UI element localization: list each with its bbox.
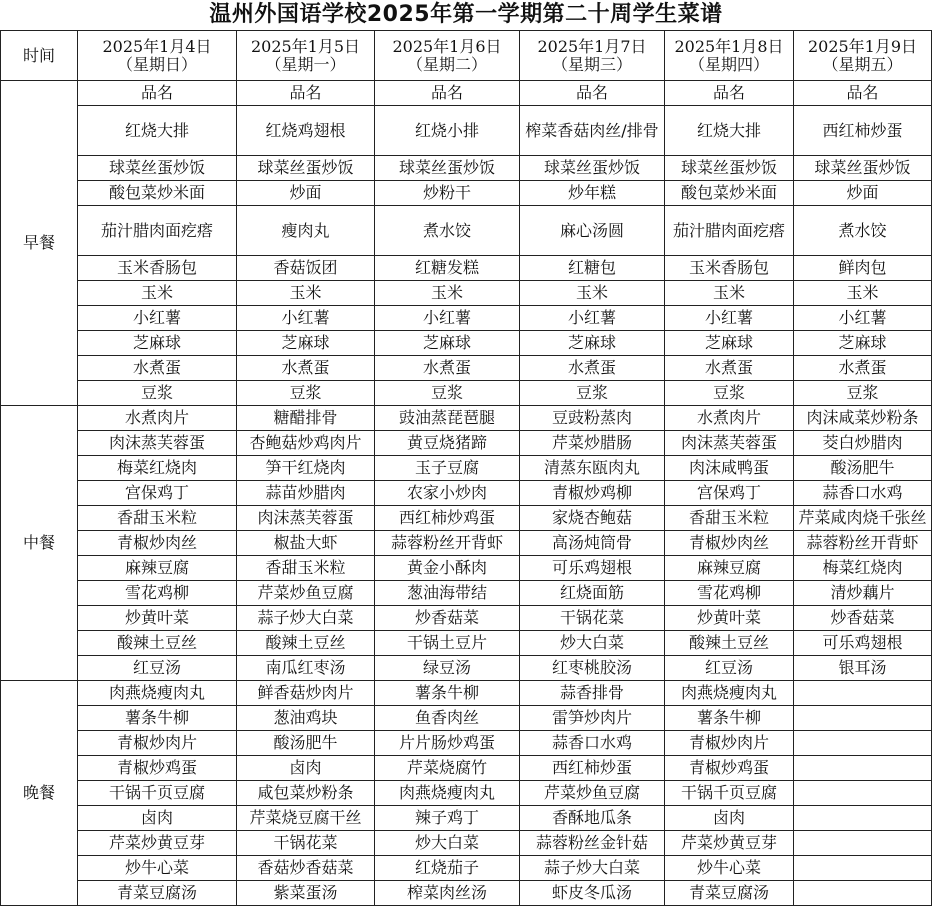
dish-cell: 玉米	[520, 281, 665, 306]
lunch-label: 中餐	[1, 406, 78, 681]
dish-cell: 球菜丝蛋炒饭	[794, 156, 932, 181]
day-weekday: （星期三）	[551, 54, 632, 74]
dish-cell: 球菜丝蛋炒饭	[375, 156, 520, 181]
dish-cell: 炒面	[794, 181, 932, 206]
dish-cell: 黄豆烧猪蹄	[375, 431, 520, 456]
dish-cell: 香菇炒香菇菜	[237, 856, 375, 881]
dish-cell: 蒜香口水鸡	[794, 481, 932, 506]
time-header: 时间	[1, 31, 78, 81]
dish-cell: 球菜丝蛋炒饭	[237, 156, 375, 181]
breakfast-row	[1, 156, 932, 181]
dish-cell: 卤肉	[665, 806, 794, 831]
dish-cell: 香甜玉米粒	[78, 506, 237, 531]
dinner-row	[1, 831, 932, 856]
dish-cell: 酸汤肥牛	[237, 731, 375, 756]
dish-cell: 青椒炒鸡蛋	[78, 756, 237, 781]
dish-cell: 红枣桃胶汤	[520, 656, 665, 681]
dish-cell: 芝麻球	[665, 331, 794, 356]
menu-table	[0, 30, 932, 906]
dish-cell: 芝麻球	[237, 331, 375, 356]
day-date: 2025年1月6日	[392, 36, 502, 56]
dish-cell: 青椒炒肉片	[665, 731, 794, 756]
dish-cell: 芹菜炒黄豆芽	[78, 831, 237, 856]
dish-cell: 玉米	[794, 281, 932, 306]
day-header	[375, 31, 520, 81]
dish-cell: 小红薯	[665, 306, 794, 331]
dish-cell: 芝麻球	[520, 331, 665, 356]
dish-cell: 肉沫蒸芙蓉蛋	[665, 431, 794, 456]
breakfast-row	[1, 306, 932, 331]
dish-cell: 糖醋排骨	[237, 406, 375, 431]
dish-cell: 咸包菜炒粉条	[237, 781, 375, 806]
day-header	[794, 31, 932, 81]
dish-cell: 酸汤肥牛	[794, 456, 932, 481]
dish-cell: 香甜玉米粒	[237, 556, 375, 581]
dish-cell	[794, 831, 932, 856]
lunch-row	[1, 581, 932, 606]
lunch-row	[1, 481, 932, 506]
dish-cell: 梅菜红烧肉	[78, 456, 237, 481]
dish-cell: 酸辣土豆丝	[237, 631, 375, 656]
day-date: 2025年1月9日	[807, 36, 918, 56]
page-title: 温州外国语学校2025年第一学期第二十周学生菜谱	[209, 2, 723, 27]
day-header	[520, 31, 665, 81]
dish-cell: 干锅土豆片	[375, 631, 520, 656]
dish-cell: 酸辣土豆丝	[665, 631, 794, 656]
dish-cell: 榨菜肉丝汤	[375, 881, 520, 906]
dish-cell: 蒜香排骨	[520, 681, 665, 706]
dish-cell: 酸包菜炒米面	[665, 181, 794, 206]
lunch-row	[1, 406, 932, 431]
dish-cell: 玉米	[78, 281, 237, 306]
dish-cell: 杏鲍菇炒鸡肉片	[237, 431, 375, 456]
dish-cell: 卤肉	[237, 756, 375, 781]
dish-cell: 茄汁腊肉面疙瘩	[78, 206, 237, 256]
dish-cell: 肉燕烧瘦肉丸	[375, 781, 520, 806]
dish-cell: 干锅千页豆腐	[665, 781, 794, 806]
dish-cell: 芹菜烧腐竹	[375, 756, 520, 781]
dish-cell: 红烧茄子	[375, 856, 520, 881]
day-header	[665, 31, 794, 81]
day-header	[237, 31, 375, 81]
dish-cell: 青椒炒鸡柳	[520, 481, 665, 506]
dish-cell: 麻辣豆腐	[78, 556, 237, 581]
dish-cell: 红糖发糕	[375, 256, 520, 281]
dish-cell: 炒黄叶菜	[78, 606, 237, 631]
dish-cell: 椒盐大虾	[237, 531, 375, 556]
dish-cell: 豆豉粉蒸肉	[520, 406, 665, 431]
day-date: 2025年1月5日	[250, 36, 361, 56]
dish-cell: 宫保鸡丁	[665, 481, 794, 506]
day-weekday: （星期二）	[406, 54, 487, 74]
dish-cell	[794, 856, 932, 881]
dish-cell: 炒牛心菜	[665, 856, 794, 881]
lunch-row	[1, 556, 932, 581]
dish-cell: 干锅花菜	[520, 606, 665, 631]
dish-cell: 蒜蓉粉丝开背虾	[375, 531, 520, 556]
header-row	[1, 31, 932, 81]
dish-cell: 芝麻球	[78, 331, 237, 356]
dish-cell: 肉燕烧瘦肉丸	[78, 681, 237, 706]
dish-cell: 薯条牛柳	[78, 706, 237, 731]
dish-cell: 片片肠炒鸡蛋	[375, 731, 520, 756]
dish-cell: 瘦肉丸	[237, 206, 375, 256]
dinner-row	[1, 881, 932, 906]
dish-cell: 品名	[665, 81, 794, 106]
dish-cell: 品名	[794, 81, 932, 106]
dish-cell: 红烧鸡翅根	[237, 106, 375, 156]
lunch-row	[1, 431, 932, 456]
dish-cell: 芝麻球	[375, 331, 520, 356]
dish-cell: 水煮蛋	[78, 356, 237, 381]
dish-cell: 水煮蛋	[375, 356, 520, 381]
dish-cell: 紫菜蛋汤	[237, 881, 375, 906]
dish-cell: 玉米香肠包	[78, 256, 237, 281]
dinner-row	[1, 856, 932, 881]
dinner-row	[1, 706, 932, 731]
breakfast-row	[1, 381, 932, 406]
dish-cell: 芝麻球	[794, 331, 932, 356]
dish-cell: 品名	[375, 81, 520, 106]
dish-cell: 球菜丝蛋炒饭	[78, 156, 237, 181]
breakfast-row	[1, 331, 932, 356]
dish-cell: 青菜豆腐汤	[78, 881, 237, 906]
day-weekday: （星期四）	[688, 54, 769, 74]
dish-cell: 葱油海带结	[375, 581, 520, 606]
lunch-row	[1, 506, 932, 531]
dish-cell: 酸辣土豆丝	[78, 631, 237, 656]
dish-cell: 梅菜红烧肉	[794, 556, 932, 581]
breakfast-row	[1, 81, 932, 106]
lunch-row	[1, 606, 932, 631]
dish-cell: 豆浆	[520, 381, 665, 406]
day-weekday: （星期日）	[116, 54, 197, 74]
dish-cell: 芹菜炒黄豆芽	[665, 831, 794, 856]
breakfast-row	[1, 281, 932, 306]
dish-cell: 辣子鸡丁	[375, 806, 520, 831]
dish-cell: 炒牛心菜	[78, 856, 237, 881]
dish-cell	[794, 806, 932, 831]
dish-cell: 青椒炒鸡蛋	[665, 756, 794, 781]
dish-cell: 酸包菜炒米面	[78, 181, 237, 206]
breakfast-row	[1, 256, 932, 281]
lunch-row	[1, 631, 932, 656]
lunch-row	[1, 456, 932, 481]
day-header	[78, 31, 237, 81]
dish-cell: 球菜丝蛋炒饭	[520, 156, 665, 181]
dish-cell: 玉米	[665, 281, 794, 306]
dish-cell: 高汤炖筒骨	[520, 531, 665, 556]
dish-cell: 青菜豆腐汤	[665, 881, 794, 906]
dish-cell: 玉米	[375, 281, 520, 306]
dish-cell: 炒年糕	[520, 181, 665, 206]
day-date: 2025年1月7日	[537, 36, 647, 56]
dish-cell: 清炒藕片	[794, 581, 932, 606]
dish-cell: 西红柿炒蛋	[520, 756, 665, 781]
dish-cell: 炒大白菜	[375, 831, 520, 856]
dish-cell: 黄金小酥肉	[375, 556, 520, 581]
dish-cell: 干锅千页豆腐	[78, 781, 237, 806]
dish-cell: 豆浆	[237, 381, 375, 406]
dish-cell: 青椒炒肉片	[78, 731, 237, 756]
dish-cell: 品名	[78, 81, 237, 106]
dish-cell: 炒面	[237, 181, 375, 206]
breakfast-label: 早餐	[1, 81, 78, 406]
dish-cell	[794, 681, 932, 706]
dish-cell: 笋干红烧肉	[237, 456, 375, 481]
dish-cell: 品名	[237, 81, 375, 106]
dish-cell: 水煮蛋	[665, 356, 794, 381]
dish-cell: 鱼香肉丝	[375, 706, 520, 731]
dish-cell: 蒜子炒大白菜	[237, 606, 375, 631]
dish-cell: 绿豆汤	[375, 656, 520, 681]
dish-cell: 水煮蛋	[794, 356, 932, 381]
dish-cell: 香甜玉米粒	[665, 506, 794, 531]
dish-cell: 肉沫咸菜炒粉条	[794, 406, 932, 431]
dish-cell: 煮水饺	[794, 206, 932, 256]
dish-cell: 水煮蛋	[237, 356, 375, 381]
dish-cell: 榨菜香菇肉丝/排骨	[520, 106, 665, 156]
dish-cell: 红烧面筋	[520, 581, 665, 606]
dish-cell: 可乐鸡翅根	[520, 556, 665, 581]
dish-cell: 葱油鸡块	[237, 706, 375, 731]
dish-cell	[794, 706, 932, 731]
dish-cell	[794, 881, 932, 906]
breakfast-row	[1, 356, 932, 381]
dish-cell: 茄汁腊肉面疙瘩	[665, 206, 794, 256]
dish-cell: 玉子豆腐	[375, 456, 520, 481]
dish-cell: 玉米香肠包	[665, 256, 794, 281]
dish-cell: 红豆汤	[78, 656, 237, 681]
dish-cell: 炒大白菜	[520, 631, 665, 656]
dish-cell: 水煮肉片	[665, 406, 794, 431]
dish-cell: 青椒炒肉丝	[665, 531, 794, 556]
dish-cell: 西红柿炒鸡蛋	[375, 506, 520, 531]
dish-cell: 红烧小排	[375, 106, 520, 156]
dish-cell: 煮水饺	[375, 206, 520, 256]
breakfast-row	[1, 206, 932, 256]
day-date: 2025年1月4日	[102, 36, 212, 56]
dish-cell: 蒜蓉粉丝金针菇	[520, 831, 665, 856]
day-weekday: （星期一）	[265, 54, 346, 74]
dish-cell: 红豆汤	[665, 656, 794, 681]
dish-cell: 西红柿炒蛋	[794, 106, 932, 156]
dish-cell: 红烧大排	[78, 106, 237, 156]
dish-cell: 青椒炒肉丝	[78, 531, 237, 556]
dinner-row	[1, 806, 932, 831]
dish-cell: 肉燕烧瘦肉丸	[665, 681, 794, 706]
dish-cell: 清蒸东瓯肉丸	[520, 456, 665, 481]
dish-cell: 炒粉干	[375, 181, 520, 206]
dish-cell: 蒜子炒大白菜	[520, 856, 665, 881]
lunch-row	[1, 531, 932, 556]
dish-cell: 红烧大排	[665, 106, 794, 156]
dish-cell: 可乐鸡翅根	[794, 631, 932, 656]
breakfast-row	[1, 106, 932, 156]
dish-cell: 豆浆	[78, 381, 237, 406]
dish-cell: 肉沫咸鸭蛋	[665, 456, 794, 481]
dish-cell	[794, 781, 932, 806]
dish-cell: 豆浆	[375, 381, 520, 406]
dinner-row	[1, 681, 932, 706]
dinner-row	[1, 756, 932, 781]
dish-cell: 小红薯	[375, 306, 520, 331]
dish-cell: 水煮蛋	[520, 356, 665, 381]
dish-cell: 鲜香菇炒肉片	[237, 681, 375, 706]
dish-cell: 豉油蒸琵琶腿	[375, 406, 520, 431]
dish-cell: 雪花鸡柳	[665, 581, 794, 606]
dish-cell: 品名	[520, 81, 665, 106]
dish-cell: 银耳汤	[794, 656, 932, 681]
dish-cell: 芹菜炒鱼豆腐	[237, 581, 375, 606]
dinner-row	[1, 781, 932, 806]
dish-cell: 肉沫蒸芙蓉蛋	[78, 431, 237, 456]
dish-cell: 家烧杏鲍菇	[520, 506, 665, 531]
dish-cell: 干锅花菜	[237, 831, 375, 856]
dish-cell: 小红薯	[237, 306, 375, 331]
dish-cell: 香菇饭团	[237, 256, 375, 281]
dish-cell: 卤肉	[78, 806, 237, 831]
dish-cell: 豆浆	[794, 381, 932, 406]
day-weekday: （星期五）	[822, 54, 903, 74]
dish-cell: 芹菜炒腊肠	[520, 431, 665, 456]
dish-cell: 炒黄叶菜	[665, 606, 794, 631]
dish-cell: 农家小炒肉	[375, 481, 520, 506]
dish-cell	[794, 731, 932, 756]
dish-cell: 蒜香口水鸡	[520, 731, 665, 756]
dish-cell: 小红薯	[78, 306, 237, 331]
lunch-row	[1, 656, 932, 681]
dish-cell: 香酥地瓜条	[520, 806, 665, 831]
dish-cell: 薯条牛柳	[375, 681, 520, 706]
day-date: 2025年1月8日	[674, 36, 784, 56]
dish-cell: 虾皮冬瓜汤	[520, 881, 665, 906]
dish-cell: 雪花鸡柳	[78, 581, 237, 606]
dish-cell: 麻辣豆腐	[665, 556, 794, 581]
dish-cell: 宫保鸡丁	[78, 481, 237, 506]
dinner-label: 晚餐	[1, 681, 78, 906]
dish-cell: 蒜苗炒腊肉	[237, 481, 375, 506]
dish-cell: 小红薯	[520, 306, 665, 331]
dish-cell: 雷笋炒肉片	[520, 706, 665, 731]
dish-cell: 炒香菇菜	[375, 606, 520, 631]
dish-cell	[794, 756, 932, 781]
dish-cell: 鲜肉包	[794, 256, 932, 281]
dish-cell: 豆浆	[665, 381, 794, 406]
dish-cell: 南瓜红枣汤	[237, 656, 375, 681]
dish-cell: 蒜蓉粉丝开背虾	[794, 531, 932, 556]
dish-cell: 麻心汤圆	[520, 206, 665, 256]
dish-cell: 芹菜烧豆腐干丝	[237, 806, 375, 831]
dish-cell: 炒香菇菜	[794, 606, 932, 631]
dish-cell: 茭白炒腊肉	[794, 431, 932, 456]
dish-cell: 小红薯	[794, 306, 932, 331]
dish-cell: 红糖包	[520, 256, 665, 281]
dish-cell: 球菜丝蛋炒饭	[665, 156, 794, 181]
dinner-row	[1, 731, 932, 756]
menu-body	[1, 31, 932, 906]
dish-cell: 肉沫蒸芙蓉蛋	[237, 506, 375, 531]
dish-cell: 芹菜咸肉烧千张丝	[794, 506, 932, 531]
dish-cell: 水煮肉片	[78, 406, 237, 431]
breakfast-row	[1, 181, 932, 206]
dish-cell: 芹菜炒鱼豆腐	[520, 781, 665, 806]
dish-cell: 玉米	[237, 281, 375, 306]
dish-cell: 薯条牛柳	[665, 706, 794, 731]
